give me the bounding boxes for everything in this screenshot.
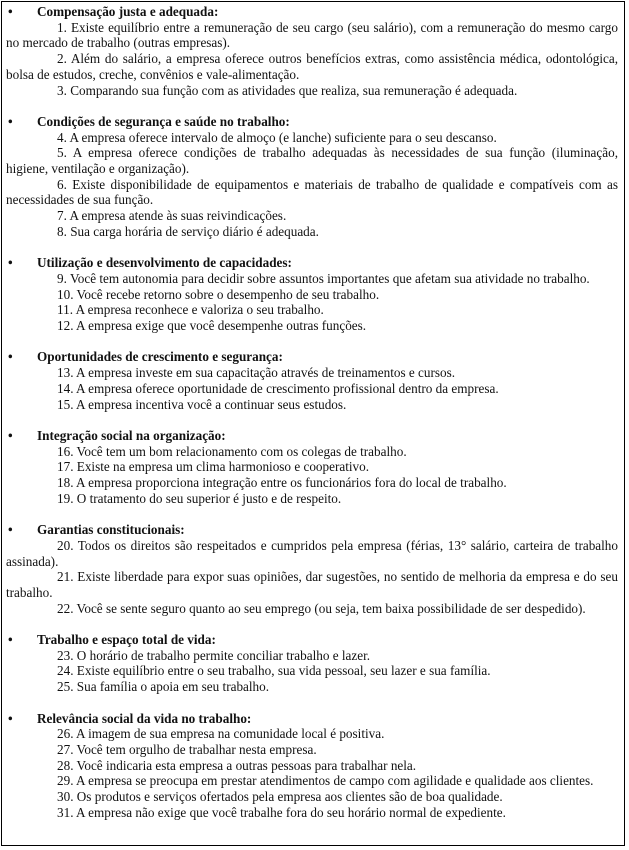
section-heading-text: Integração social na organização: <box>37 427 226 443</box>
question-item: 18. A empresa proporciona integração entre os funcionários fora do local de trabalho. <box>57 475 507 491</box>
section-heading-text: Oportunidades de crescimento e segurança: <box>37 349 283 365</box>
question-item: 27. Você tem orgulho de trabalhar nesta empresa. <box>57 741 317 757</box>
question-item: 30. Os produtos e serviços ofertados pela empresa aos clientes são de boa qualidade. <box>57 789 503 805</box>
questionnaire-frame <box>1 1 625 846</box>
sections-list <box>6 4 618 820</box>
question-item: 4. A empresa oferece intervalo de almoço (e lanche) suficiente para o seu descanso. <box>57 129 497 145</box>
section <box>6 255 618 334</box>
question-item: 10. Você recebe retorno sobre o desempenho de seu trabalho. <box>57 286 380 302</box>
question-item: 31. A empresa não exige que você trabalhe fora do seu horário normal de expediente. <box>57 804 506 820</box>
section <box>6 114 618 240</box>
question-item: 22. Você se sente seguro quanto ao seu emprego (ou seja, tem baixa possibilidade de ser despedido). <box>57 600 586 616</box>
section-heading <box>6 4 618 20</box>
section <box>6 632 618 695</box>
section-heading <box>6 428 618 444</box>
question-item: 26. A imagem de sua empresa na comunidade local é positiva. <box>57 726 385 742</box>
question-item: 19. O tratamento do seu superior é justo e de respeito. <box>57 490 342 506</box>
question-item: 6. Existe disponibilidade de equipamentos e materiais de trabalho de qualidade e compatíveis com as necessidades de sua função. <box>6 176 618 208</box>
bullet-icon: • <box>8 632 13 648</box>
section-heading <box>6 711 618 727</box>
bullet-icon: • <box>8 349 13 365</box>
section-heading <box>6 522 618 538</box>
section-heading <box>6 114 618 130</box>
question-item: 23. O horário de trabalho permite conciliar trabalho e lazer. <box>57 647 371 663</box>
bullet-icon: • <box>8 113 13 129</box>
question-item: 17. Existe na empresa um clima harmonioso e cooperativo. <box>57 459 370 475</box>
section <box>6 522 618 616</box>
question-item: 20. Todos os direitos são respeitados e cumpridos pela empresa (férias, 13° salário, carteira de trabalho assinada). <box>6 537 618 569</box>
section-heading <box>6 632 618 648</box>
question-item: 12. A empresa exige que você desempenhe outras funções. <box>57 318 367 334</box>
question-item: 28. Você indicaria esta empresa a outras pessoas para trabalhar nela. <box>57 757 417 773</box>
question-item: 3. Comparando sua função com as atividades que realiza, sua remuneração é adequada. <box>57 82 518 98</box>
section-heading-text: Trabalho e espaço total de vida: <box>37 632 216 648</box>
bullet-icon: • <box>8 4 13 19</box>
question-item: 8. Sua carga horária de serviço diário é adequada. <box>57 223 319 239</box>
question-item: 14. A empresa oferece oportunidade de crescimento profissional dentro da empresa. <box>57 380 499 396</box>
bullet-icon: • <box>8 710 13 726</box>
section-heading-text: Utilização e desenvolvimento de capacidades: <box>37 255 292 271</box>
section-heading <box>6 349 618 365</box>
section <box>6 349 618 412</box>
question-item: 25. Sua família o apoia em seu trabalho. <box>57 679 270 695</box>
question-item: 29. A empresa se preocupa em prestar atendimentos de campo com agilidade e qualidade aos clientes. <box>57 773 594 789</box>
question-item: 2. Além do salário, a empresa oferece outros benefícios extras, como assistência médica, odontológica, bolsa de estudos, creche, convênios e vale-alimentação. <box>6 51 618 82</box>
section <box>6 4 618 98</box>
question-item: 21. Existe liberdade para expor suas opiniões, dar sugestões, no sentido de melhoria da empresa e do seu trabalho. <box>6 569 618 600</box>
question-item: 11. A empresa reconhece e valoriza o seu trabalho. <box>57 302 324 318</box>
bullet-icon: • <box>8 522 13 538</box>
question-item: 5. A empresa oferece condições de trabalho adequadas às necessidades de sua função (iluminação, higiene, ventilação e organização). <box>6 145 618 177</box>
section-heading-text: Garantias constitucionais: <box>37 522 185 538</box>
section <box>6 428 618 507</box>
question-item: 7. A empresa atende às suas reivindicações. <box>57 208 287 224</box>
question-item: 24. Existe equilíbrio entre o seu trabalho, sua vida pessoal, seu lazer e sua família. <box>57 663 491 679</box>
question-item: 16. Você tem um bom relacionamento com os colegas de trabalho. <box>57 443 407 459</box>
question-item: 13. A empresa investe em sua capacitação através de treinamentos e cursos. <box>57 365 456 381</box>
question-item: 9. Você tem autonomia para decidir sobre assuntos importantes que afetam sua atividade no trabalho. <box>57 270 590 286</box>
section-heading-text: Condições de segurança e saúde no trabalho: <box>37 113 290 129</box>
bullet-icon: • <box>8 255 13 271</box>
section <box>6 711 618 821</box>
question-item: 1. Existe equilíbrio entre a remuneração de seu cargo (seu salário), com a remuneração do mesmo cargo no mercado de trabalho (outras empresas). <box>6 19 618 51</box>
section-heading <box>6 255 618 271</box>
question-item: 15. A empresa incentiva você a continuar seus estudos. <box>57 396 347 412</box>
bullet-icon: • <box>8 427 13 443</box>
section-heading-text: Relevância social da vida no trabalho: <box>37 710 252 726</box>
section-heading-text: Compensação justa e adequada: <box>37 4 219 19</box>
